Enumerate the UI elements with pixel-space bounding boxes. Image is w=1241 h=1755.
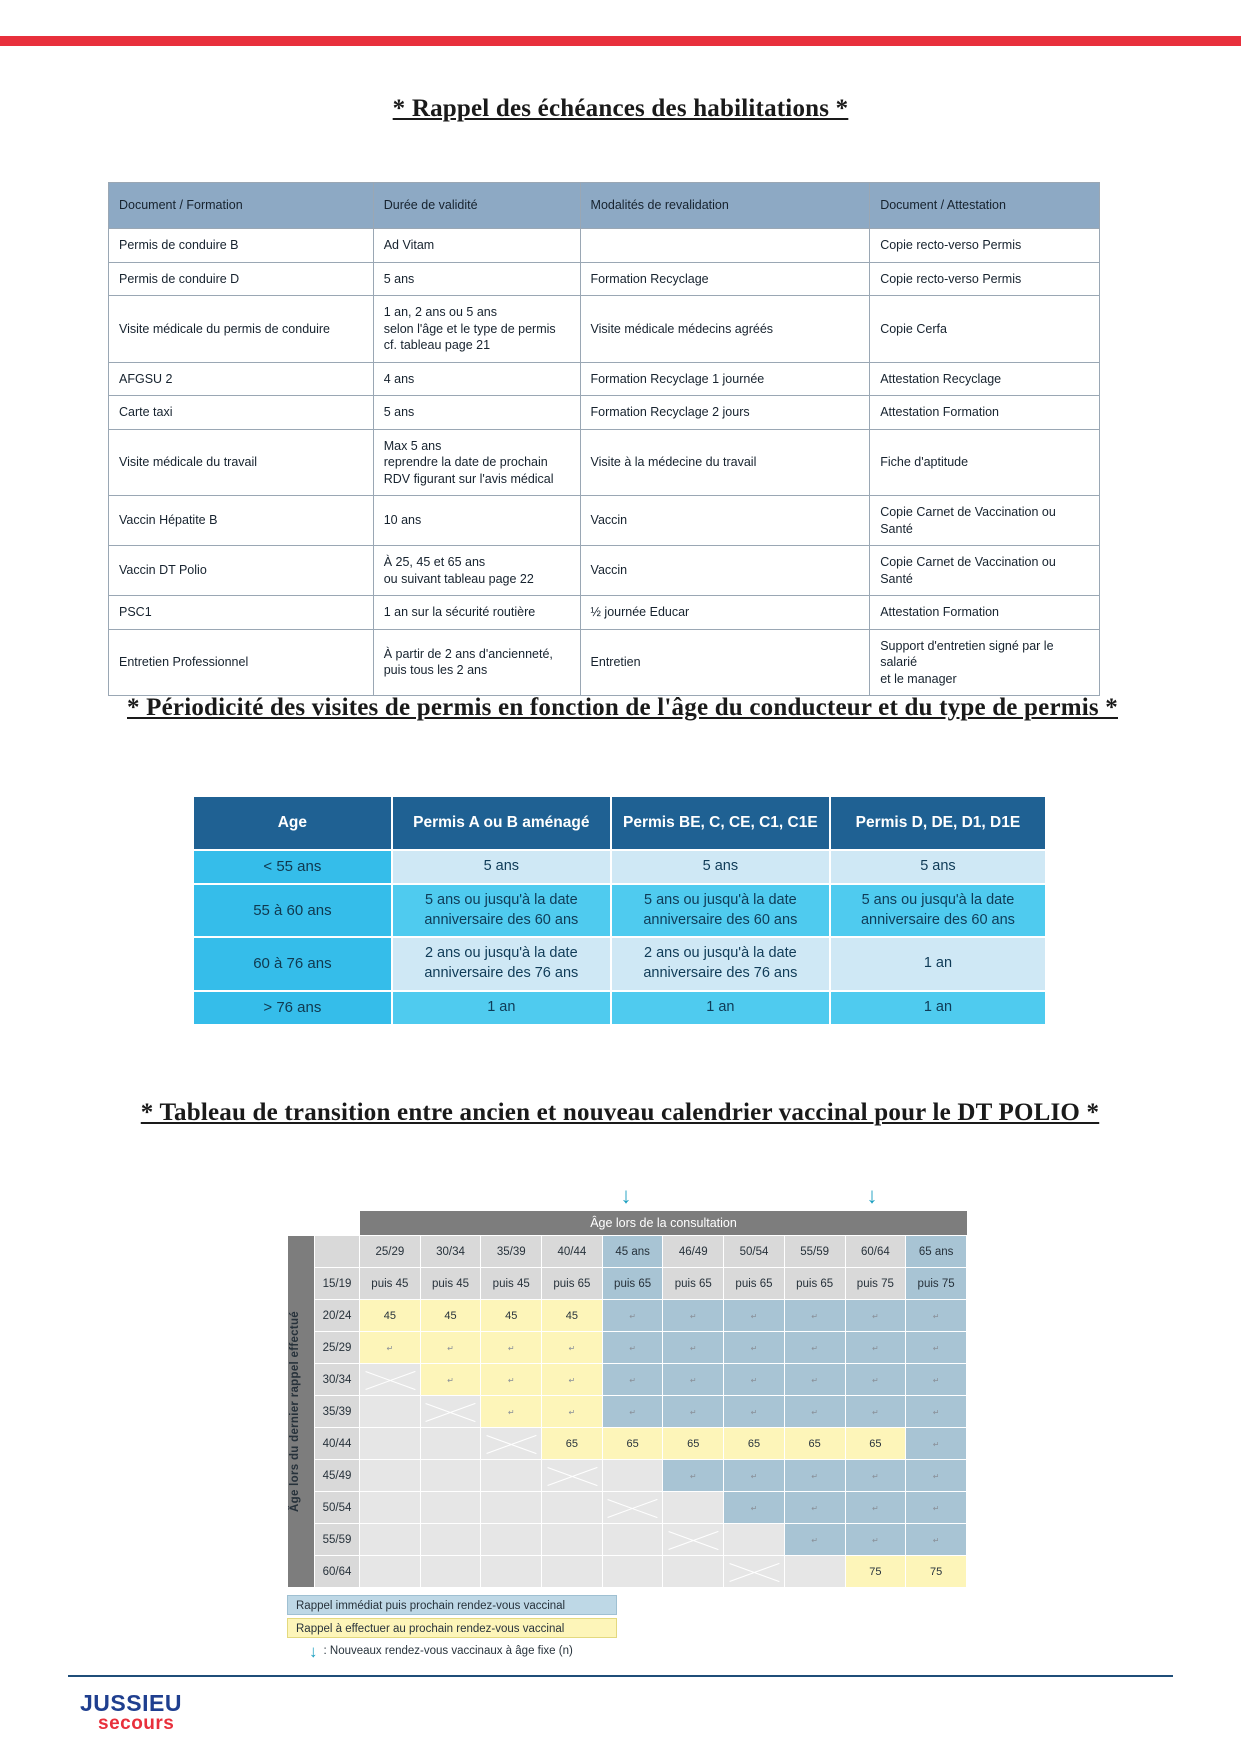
grid-cell-value: 45 [421,1300,481,1331]
dtpolio-table [287,1235,967,1588]
cell-attestation: Copie Cerfa [870,296,1100,363]
table-header-row [109,183,1100,229]
grid-cell-immediate: ↵ [724,1300,784,1331]
section-2-heading-wrap [55,690,1190,726]
cell-document: Visite médicale du travail [109,429,374,496]
cell-document: Vaccin Hépatite B [109,496,374,546]
grid-cell-value: 65 [846,1428,906,1459]
grid-cell-immediate: ↵ [906,1364,966,1395]
cell-document: Entretien Professionnel [109,629,374,696]
grid-cell-immediate: ↵ [663,1460,723,1491]
grid-cell-value: 45 [360,1300,420,1331]
grid-row-header: 35/39 [315,1396,359,1427]
grid-cell-crossed [724,1556,784,1587]
cell-revalidation: Vaccin [580,546,870,596]
grid-cell-puis: puis 65 [724,1268,784,1299]
grid-cell-immediate: ↵ [906,1300,966,1331]
grid-row-header: 30/34 [315,1364,359,1395]
grid-cell-puis: puis 75 [846,1268,906,1299]
grid-cell-empty [724,1524,784,1555]
cell-revalidation: Visite à la médecine du travail [580,429,870,496]
grid-col-header: 25/29 [360,1236,420,1267]
grid-col-header: 60/64 [846,1236,906,1267]
grid-row-puis [288,1268,966,1299]
grid-cell-value: 65 [663,1428,723,1459]
grid-cell-immediate: ↵ [906,1492,966,1523]
cell-revalidation: ½ journée Educar [580,596,870,630]
grid-cell-crossed [542,1460,602,1491]
grid-cell-immediate: ↵ [785,1300,845,1331]
grid-cell-immediate: ↵ [906,1396,966,1427]
grid-cell-immediate: ↵ [785,1364,845,1395]
cell-periodicite: 5 ans [393,851,610,883]
table-row [109,596,1100,630]
cell-attestation: Attestation Formation [870,396,1100,430]
grid-cell-immediate: ↵ [785,1492,845,1523]
grid-col-header: 55/59 [785,1236,845,1267]
col-header-revalidation: Modalités de revalidation [580,183,870,229]
grid-cell-puis: puis 65 [785,1268,845,1299]
grid-cell-empty [663,1556,723,1587]
grid-side-label: Âge lors du dernier rappel effectué [288,1236,314,1587]
grid-cell-empty [421,1556,481,1587]
cell-revalidation [580,229,870,263]
grid-row [288,1460,966,1491]
cell-document: AFGSU 2 [109,362,374,396]
cell-validite: Max 5 ans reprendre la date de prochain RDV figurant sur l'avis médical [373,429,580,496]
cell-periodicite: 5 ans [612,851,829,883]
grid-cell-empty [542,1556,602,1587]
legend-item-fixed-age-label: : Nouveaux rendez-vous vaccinaux à âge fixe (n) [323,1645,573,1657]
cell-document: Vaccin DT Polio [109,546,374,596]
table-row [109,496,1100,546]
grid-cell-next-visit: ↵ [360,1332,420,1363]
grid-row-header: 20/24 [315,1300,359,1331]
grid-cell-value: 65 [785,1428,845,1459]
grid-cell-immediate: ↵ [785,1332,845,1363]
cell-document: Permis de conduire D [109,262,374,296]
grid-cell-empty [542,1524,602,1555]
table-row [109,362,1100,396]
grid-cell-empty [481,1524,541,1555]
cell-attestation: Copie Carnet de Vaccination ou Santé [870,546,1100,596]
grid-cell-immediate: ↵ [663,1396,723,1427]
grid-cell-value: 75 [906,1556,966,1587]
grid-row-header: 60/64 [315,1556,359,1587]
cell-document: Permis de conduire B [109,229,374,263]
grid-col-header: 65 ans [906,1236,966,1267]
grid-cell-immediate: ↵ [846,1364,906,1395]
grid-cell-puis: puis 45 [360,1268,420,1299]
grid-cell-immediate: ↵ [724,1492,784,1523]
grid-col-header: 45 ans [603,1236,663,1267]
grid-row [288,1364,966,1395]
table-row [109,262,1100,296]
cell-attestation: Copie recto-verso Permis [870,229,1100,263]
grid-cell-immediate: ↵ [846,1332,906,1363]
grid-cell-value: 65 [724,1428,784,1459]
page-title-habilitations: * Rappel des échéances des habilitations * [392,95,849,122]
grid-cell-immediate: ↵ [603,1300,663,1331]
grid-cell-puis: puis 75 [906,1268,966,1299]
cell-attestation: Support d'entretien signé par le salarié et le manager [870,629,1100,696]
grid-cell-immediate: ↵ [724,1332,784,1363]
legend-item-fixed-age [287,1641,707,1661]
grid-cell-immediate: ↵ [603,1332,663,1363]
cell-periodicite: 1 an [831,992,1045,1024]
grid-cell-next-visit: ↵ [481,1332,541,1363]
cell-age: 60 à 76 ans [194,938,391,989]
periodicite-table [192,795,1047,1026]
grid-cell-value: 75 [846,1556,906,1587]
grid-cell-immediate: ↵ [724,1364,784,1395]
cell-periodicite: 1 an [831,938,1045,989]
grid-cell-next-visit: ↵ [481,1396,541,1427]
col-header-permis-be: Permis BE, C, CE, C1, C1E [612,797,829,849]
col-header-permis-ab: Permis A ou B aménagé [393,797,610,849]
cell-attestation: Attestation Formation [870,596,1100,630]
grid-cell-immediate: ↵ [906,1460,966,1491]
arrow-down-icon-legend: ↓ [309,1641,318,1661]
legend-item-next-visit: Rappel à effectuer au prochain rendez-vous vaccinal [287,1618,617,1638]
grid-row [288,1524,966,1555]
grid-cell-immediate: ↵ [785,1396,845,1427]
habilitations-table [108,182,1100,696]
grid-row [288,1396,966,1427]
grid-cell-empty [481,1556,541,1587]
grid-cell-immediate: ↵ [603,1396,663,1427]
top-accent-bar [0,36,1241,46]
grid-cell-empty [360,1492,420,1523]
grid-col-header: 30/34 [421,1236,481,1267]
habilitations-table-wrap [108,182,1100,696]
footer-logo [80,1690,182,1735]
cell-periodicite: 2 ans ou jusqu'à la date anniversaire des 76 ans [612,938,829,989]
grid-cell-next-visit: ↵ [542,1332,602,1363]
grid-cell-crossed [603,1492,663,1523]
grid-cell-puis: puis 45 [421,1268,481,1299]
grid-row [288,1332,966,1363]
col-header-validite: Durée de validité [373,183,580,229]
grid-cell-immediate: ↵ [663,1364,723,1395]
grid-col-header: 50/54 [724,1236,784,1267]
grid-row [288,1428,966,1459]
legend-item-immediate: Rappel immédiat puis prochain rendez-vous vaccinal [287,1595,617,1615]
arrow-down-icon-45: ↓ [620,1183,632,1208]
grid-cell-next-visit: ↵ [481,1364,541,1395]
grid-cell-immediate: ↵ [785,1460,845,1491]
grid-cell-immediate: ↵ [724,1460,784,1491]
cell-validite: À 25, 45 et 65 ans ou suivant tableau page 22 [373,546,580,596]
grid-cell-crossed [421,1396,481,1427]
grid-cell-empty [360,1396,420,1427]
cell-validite: 5 ans [373,262,580,296]
grid-cell-crossed [481,1428,541,1459]
table-row [109,229,1100,263]
page-title-dtpolio: * Tableau de transition entre ancien et nouveau calendrier vaccinal pour le DT POLIO * [140,1099,1100,1126]
grid-cell-empty [360,1460,420,1491]
cell-periodicite: 5 ans ou jusqu'à la date anniversaire des 60 ans [612,885,829,936]
cell-revalidation: Vaccin [580,496,870,546]
cell-validite: 10 ans [373,496,580,546]
periodicite-table-wrap [192,795,1047,1026]
cell-periodicite: 5 ans ou jusqu'à la date anniversaire des 60 ans [393,885,610,936]
grid-cell-empty [603,1556,663,1587]
grid-cell-immediate: ↵ [846,1396,906,1427]
cell-age: 55 à 60 ans [194,885,391,936]
cell-periodicite: 1 an [393,992,610,1024]
grid-row-header: 25/29 [315,1332,359,1363]
cell-validite: À partir de 2 ans d'ancienneté, puis tous les 2 ans [373,629,580,696]
grid-cell-immediate: ↵ [906,1428,966,1459]
grid-cell-next-visit: ↵ [542,1364,602,1395]
cell-revalidation: Formation Recyclage 1 journée [580,362,870,396]
grid-cell-immediate: ↵ [663,1332,723,1363]
grid-cell-puis: puis 65 [603,1268,663,1299]
grid-cell-next-visit: ↵ [421,1332,481,1363]
grid-row-header: 50/54 [315,1492,359,1523]
grid-cell-empty [421,1460,481,1491]
cell-age: < 55 ans [194,851,391,883]
grid-cell-immediate: ↵ [663,1300,723,1331]
col-header-permis-d: Permis D, DE, D1, D1E [831,797,1045,849]
grid-row [288,1492,966,1523]
cell-age: > 76 ans [194,992,391,1024]
grid-cell-crossed [360,1364,420,1395]
cell-revalidation: Formation Recyclage [580,262,870,296]
cell-periodicite: 5 ans ou jusqu'à la date anniversaire des 60 ans [831,885,1045,936]
cell-validite: 1 an sur la sécurité routière [373,596,580,630]
grid-banner-consultation-age: Âge lors de la consultation [360,1211,967,1235]
grid-cell-immediate: ↵ [724,1396,784,1427]
section-1-heading-wrap [0,95,1241,123]
cell-attestation: Copie recto-verso Permis [870,262,1100,296]
grid-cell-immediate: ↵ [846,1460,906,1491]
grid-cell-value: 65 [603,1428,663,1459]
grid-cell-value: 45 [542,1300,602,1331]
footer-logo-line1: JUSSIEU [80,1690,182,1716]
page-title-periodicite: * Périodicité des visites de permis en fonction de l'âge du conducteur et du type de permis * [127,694,1118,721]
section-3-heading-wrap [95,1095,1145,1131]
cell-periodicite: 5 ans [831,851,1045,883]
grid-cell-empty [481,1492,541,1523]
grid-cell-empty [542,1492,602,1523]
grid-cell-empty [421,1524,481,1555]
grid-cell-immediate: ↵ [846,1300,906,1331]
cell-validite: Ad Vitam [373,229,580,263]
grid-row-header: 40/44 [315,1428,359,1459]
table-row [194,851,1045,883]
grid-cell-value: 45 [481,1300,541,1331]
grid-cell-empty [603,1460,663,1491]
grid-row-header: 45/49 [315,1460,359,1491]
cell-document: Visite médicale du permis de conduire [109,296,374,363]
col-header-document: Document / Formation [109,183,374,229]
grid-cell-empty [663,1492,723,1523]
table-header-row [194,797,1045,849]
table-row [109,546,1100,596]
cell-revalidation: Visite médicale médecins agréés [580,296,870,363]
grid-cell-immediate: ↵ [603,1364,663,1395]
grid-cell-empty [360,1524,420,1555]
grid-cell-empty [360,1556,420,1587]
grid-cell-empty [421,1428,481,1459]
grid-row-header: 55/59 [315,1524,359,1555]
table-row [109,429,1100,496]
grid-cell-empty [481,1460,541,1491]
cell-validite: 5 ans [373,396,580,430]
table-row [109,296,1100,363]
col-header-age: Age [194,797,391,849]
cell-revalidation: Formation Recyclage 2 jours [580,396,870,430]
grid-cell-crossed [663,1524,723,1555]
grid-col-header: 35/39 [481,1236,541,1267]
cell-attestation: Attestation Recyclage [870,362,1100,396]
cell-periodicite: 1 an [612,992,829,1024]
grid-cell-puis: puis 65 [663,1268,723,1299]
footer-divider [68,1675,1173,1677]
cell-periodicite: 2 ans ou jusqu'à la date anniversaire des 76 ans [393,938,610,989]
grid-cell-immediate: ↵ [906,1524,966,1555]
dtpolio-grid-wrap [287,1185,967,1588]
table-row [194,992,1045,1024]
grid-cell-immediate: ↵ [846,1524,906,1555]
grid-cell-value: 65 [542,1428,602,1459]
grid-cell-empty [421,1492,481,1523]
table-row [109,629,1100,696]
arrow-down-icon-65: ↓ [866,1183,878,1208]
grid-row-header: 15/19 [315,1268,359,1299]
grid-col-header: 46/49 [663,1236,723,1267]
dtpolio-legend [287,1595,707,1664]
grid-cell-immediate: ↵ [785,1524,845,1555]
grid-cell-immediate: ↵ [846,1492,906,1523]
grid-cell-next-visit: ↵ [542,1396,602,1427]
grid-row [288,1300,966,1331]
grid-row [288,1556,966,1587]
grid-cell-empty [785,1556,845,1587]
cell-validite: 4 ans [373,362,580,396]
table-row [194,938,1045,989]
footer-logo-line2: secours [98,1713,175,1734]
grid-cell-empty [360,1428,420,1459]
grid-col-header: 40/44 [542,1236,602,1267]
table-row [109,396,1100,430]
col-header-attestation: Document / Attestation [870,183,1100,229]
grid-cell-immediate: ↵ [906,1332,966,1363]
cell-revalidation: Entretien [580,629,870,696]
grid-column-header-row [288,1236,966,1267]
table-row [194,885,1045,936]
grid-corner-cell [315,1236,359,1267]
grid-cell-puis: puis 45 [481,1268,541,1299]
cell-document: PSC1 [109,596,374,630]
grid-cell-next-visit: ↵ [421,1364,481,1395]
cell-document: Carte taxi [109,396,374,430]
grid-cell-puis: puis 65 [542,1268,602,1299]
cell-attestation: Fiche d'aptitude [870,429,1100,496]
cell-validite: 1 an, 2 ans ou 5 ans selon l'âge et le type de permis cf. tableau page 21 [373,296,580,363]
cell-attestation: Copie Carnet de Vaccination ou Santé [870,496,1100,546]
fixed-age-arrows [287,1185,967,1211]
grid-cell-empty [603,1524,663,1555]
